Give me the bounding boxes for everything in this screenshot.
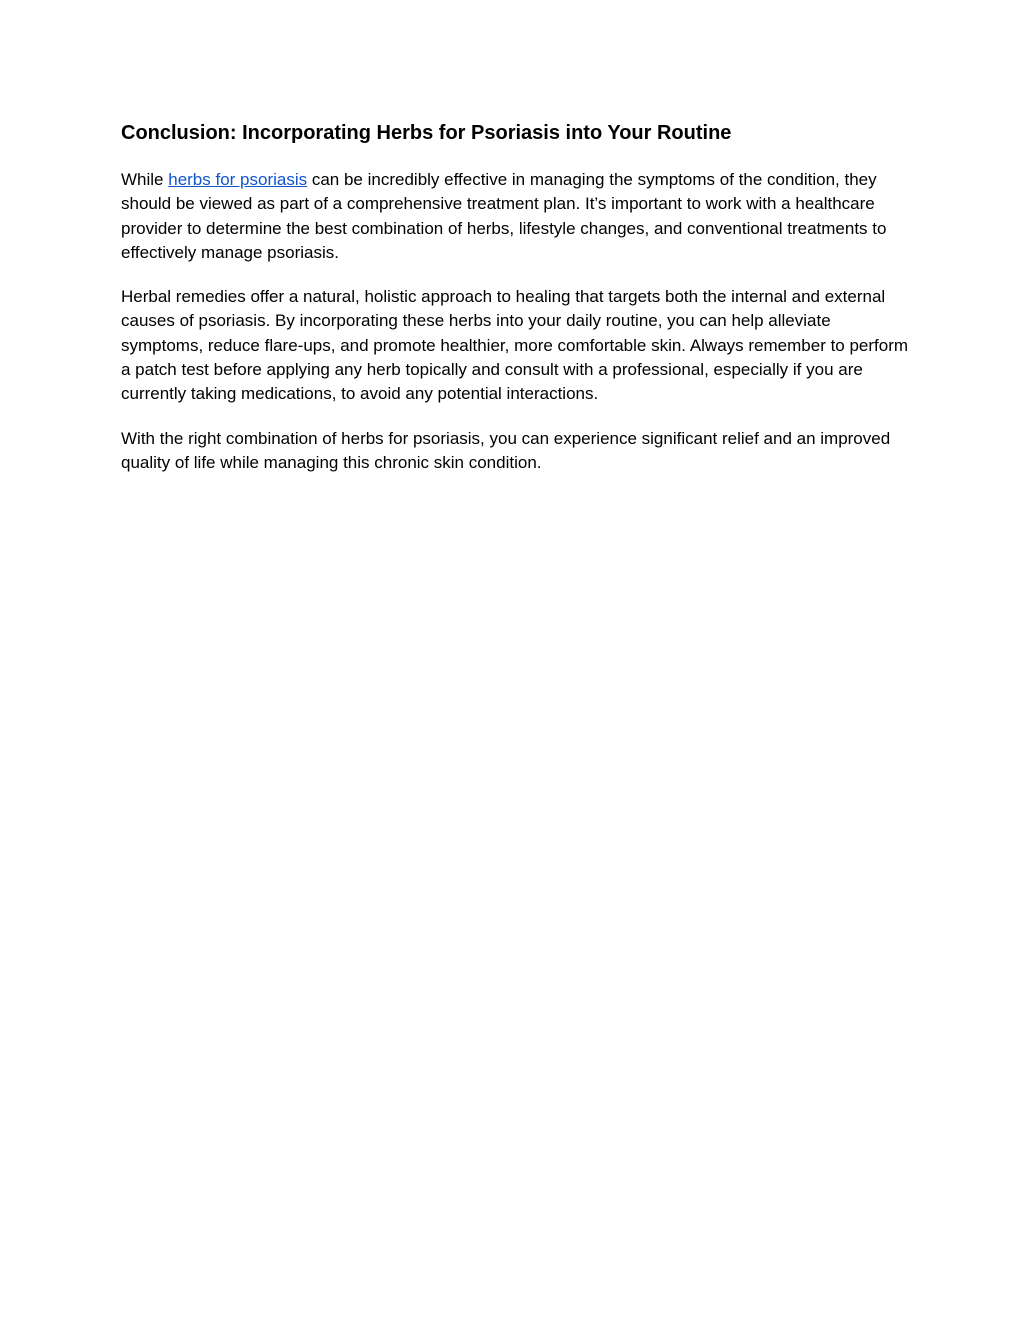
- paragraph-3: With the right combination of herbs for psoriasis, you can experience significant relief and an improved quality of life while managing this chronic skin condition.: [121, 428, 891, 472]
- section-heading: Conclusion: Incorporating Herbs for Psoriasis into Your Routine: [121, 122, 732, 144]
- paragraph-1-lead-text: While: [121, 170, 169, 189]
- paragraph-2: Herbal remedies offer a natural, holistic approach to healing that targets both the internal and external causes of psoriasis. By incorporating these herbs into your daily routine, you can help alleviate symptoms, reduce flare-ups, and promote healthier, more comfortable skin. Always remember to perform a patch test before applying any herb topically and consult with a professional, especially if you are currently taking medications, to avoid any potential interactions.: [121, 287, 909, 404]
- paragraph-1: [121, 168, 911, 265]
- document-body: [121, 118, 911, 495]
- herbs-for-psoriasis-link[interactable]: herbs for psoriasis: [168, 170, 308, 189]
- paragraph-1-rest-text: can be incredibly effective in managing the symptoms of the condition, they should be viewed as part of a comprehensive treatment plan. It’s important to work with a healthcare provider to determine the best combination of herbs, lifestyle changes, and conventional treatments to effectively manage psoriasis.: [121, 170, 887, 262]
